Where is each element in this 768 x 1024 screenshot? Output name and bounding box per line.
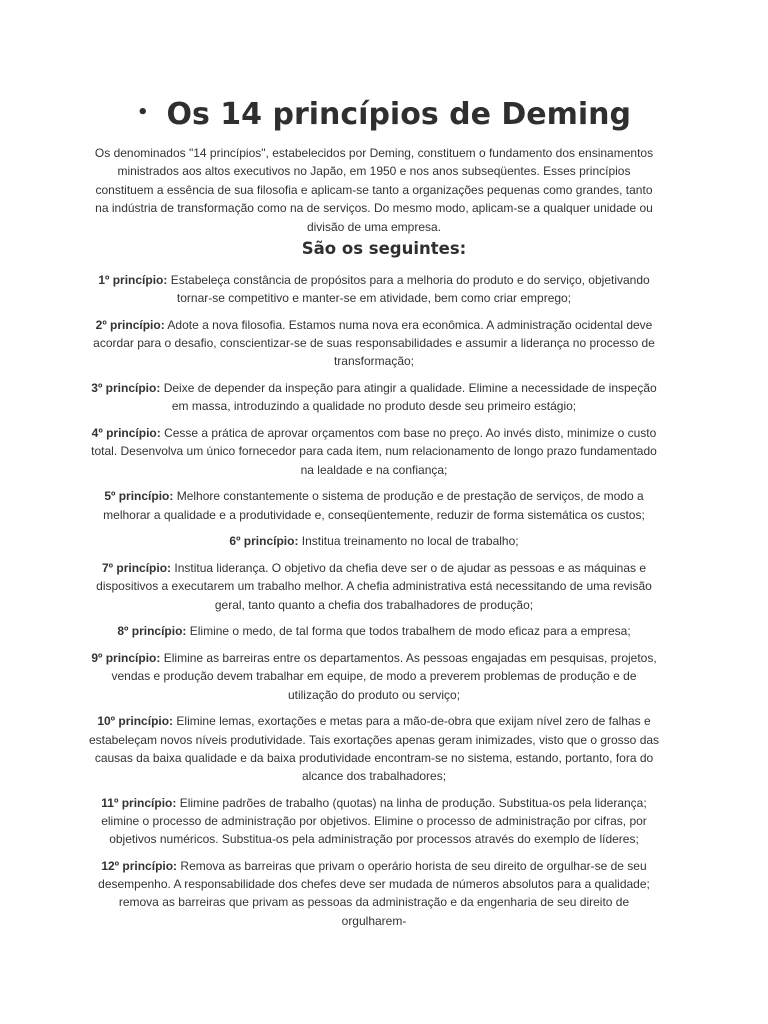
principle-text: Elimine o medo, de tal forma que todos trabalhem de modo eficaz para a empresa;: [189, 624, 631, 639]
principles-list: [88, 271, 660, 938]
principle-label: 2º princípio:: [95, 318, 165, 332]
principle-label: 12º princípio:: [101, 859, 178, 874]
principle-item: [88, 532, 660, 550]
principle-item: [88, 487, 660, 523]
principle-item: [88, 622, 660, 640]
principle-item: [88, 559, 660, 614]
principle-label: 11º princípio:: [101, 795, 177, 810]
principle-text: Adote a nova filosofia. Estamos numa nova era econômica. A administração ocidental deve acordar para o desafio, conscientizar-se de suas responsabilidades e assumir a liderança no processo de transformação;: [93, 318, 655, 369]
principle-item: [88, 271, 660, 307]
principle-label: 10º princípio:: [97, 714, 174, 729]
principle-label: 8º princípio:: [117, 624, 187, 639]
principle-item: [88, 712, 660, 785]
principle-label: 7º princípio:: [101, 561, 172, 576]
principle-text: Melhore constantemente o sistema de produção e de prestação de serviços, de modo a melhorar a qualidade e a produtividade e, conseqüentemente, reduzir de forma sistemática os custos;: [103, 489, 645, 522]
principle-label: 5º princípio:: [104, 489, 174, 504]
principle-text: Institua treinamento no local de trabalho;: [301, 534, 519, 549]
principle-item: [88, 857, 660, 930]
section-subtitle: São os seguintes:: [301, 239, 467, 258]
principle-text: Elimine lemas, exortações e metas para a mão-de-obra que exijam nível zero de falhas e estabeleçam novos níveis produtividade. Tais exortações apenas geram inimizades, visto que o grosso das causas da baixa qualidade e da baixa produtividade encontram-se no sistema, estando, portanto, fora do alcance dos trabalhadores;: [88, 714, 660, 784]
bullet-icon: •: [136, 101, 149, 123]
principle-text: Estabeleça constância de propósitos para a melhoria do produto e do serviço, objetivando tornar-se competitivo e manter-se em atividade, bem como criar emprego;: [170, 273, 650, 306]
principle-item: [88, 316, 660, 371]
principle-item: [88, 649, 660, 704]
principle-text: Elimine padrões de trabalho (quotas) na linha de produção. Substitua-os pela liderança; elimine o processo de administração por objetivos. Elimine o processo de administração por cifras, por objetivos numéricos. Substitua-os pela administração por processos através do exemplo de líderes;: [101, 795, 647, 847]
principle-label: 3º princípio:: [91, 381, 161, 396]
principle-item: [88, 379, 660, 415]
principle-item: [88, 794, 660, 849]
principle-text: Institua liderança. O objetivo da chefia deve ser o de ajudar as pessoas e as máquinas e dispositivos a executarem um trabalho melhor. A chefia administrativa está necessitando de uma revisão geral, tanto quanto a chefia dos trabalhadores de produção;: [96, 561, 652, 612]
principle-text: Cesse a prática de aprovar orçamentos com base no preço. Ao invés disto, minimize o custo total. Desenvolva um único fornecedor para cada item, num relacionamento de longo prazo fundamentado na lealdade e na confiança;: [91, 426, 657, 477]
principle-text: Deixe de depender da inspeção para atingir a qualidade. Elimine a necessidade de inspeção em massa, introduzindo a qualidade no produto desde seu primeiro estágio;: [163, 381, 657, 414]
principle-label: 6º princípio:: [229, 534, 299, 549]
principle-item: [88, 424, 660, 479]
principle-text: Remova as barreiras que privam o operário horista de seu direito de orgulhar-se de seu desempenho. A responsabilidade dos chefes deve ser mudada de números absolutos para a qualidade; remova as barreiras que privam as pessoas da administração e da engenharia de seu direito de orgulharem-: [98, 859, 650, 928]
page-title: [0, 96, 768, 135]
intro-paragraph: Os denominados "14 princípios", estabelecidos por Deming, constituem o fundamento dos ensinamentos ministrados aos altos executivos no Japão, em 1950 e nos anos subseqüentes. Esses princípios constituem a essência de sua filosofia e aplicam-se tanto a organizações pequenas como grandes, tanto na indústria de transformação como na de serviços. Do mesmo modo, aplicam-se a qualquer unidade ou divisão de uma empresa.: [94, 146, 654, 234]
principle-label: 1º princípio:: [98, 273, 168, 287]
principle-label: 4º princípio:: [91, 426, 161, 441]
page-title-text: Os 14 princípios de Deming: [166, 97, 632, 132]
principle-label: 9º princípio:: [91, 651, 161, 666]
principle-text: Elimine as barreiras entre os departamentos. As pessoas engajadas em pesquisas, projetos, vendas e produção devem trabalhar em equipe, de modo a preverem problemas de produção e de utilização do produto ou serviço;: [111, 651, 657, 702]
